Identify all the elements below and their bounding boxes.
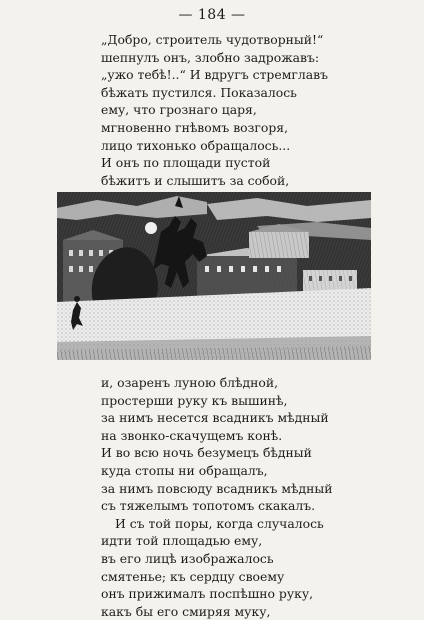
page-number: — 184 — [178,7,246,23]
poem-line: и, озаренъ луною блѣдной, [101,375,279,390]
poem-line: мгновенно гнѣвомъ возгоря, [101,119,289,135]
poem-line: съ тяжелымъ топотомъ скакалъ. [101,498,316,514]
night-square-engraving-icon [57,192,371,360]
poem-line: куда стопы ни обращалъ, [101,462,268,478]
poem-line: на звонко-скачущемъ конѣ. [101,427,283,443]
poem-line: шепнулъ онъ, злобно задрожавъ: [101,49,320,65]
poem-line: „ужо тебѣ!..“ И вдругъ стремглавъ [101,67,328,83]
poem-line: И онъ по площади пустой [101,155,271,171]
poem-stanza-bottom [101,374,332,620]
poem-line: лицо тихонько обращалось... [101,137,291,153]
poem-line: „Добро, строитель чудотворный!“ [101,32,324,47]
poem-line: простерши руку къ вышинѣ, [101,392,288,408]
poem-line: бѣжать пустился. Показалось [101,84,297,100]
poem-line: И во всю ночь безумецъ бѣдный [101,445,312,461]
poem-line: ему, что грознаго царя, [101,102,257,118]
poem-line: какъ бы его смиряя муку, [101,603,271,619]
poem-line: бѣжитъ и слышитъ за собой, [101,172,290,188]
poem-line: идти той площадью ему, [101,533,263,549]
poem-line: смятенье; къ сердцу своему [101,568,285,584]
poem-line: онъ прижималъ поспѣшно руку, [101,586,314,602]
poem-line: за нимъ повсюду всадникъ мѣдный [101,480,333,496]
poem-line-indented: И съ той поры, когда случалось [115,515,324,531]
poem-line: въ его лицѣ изображалось [101,550,274,566]
poem-line: за нимъ несется всадникъ мѣдный [101,410,329,426]
engraving-illustration [57,192,371,360]
